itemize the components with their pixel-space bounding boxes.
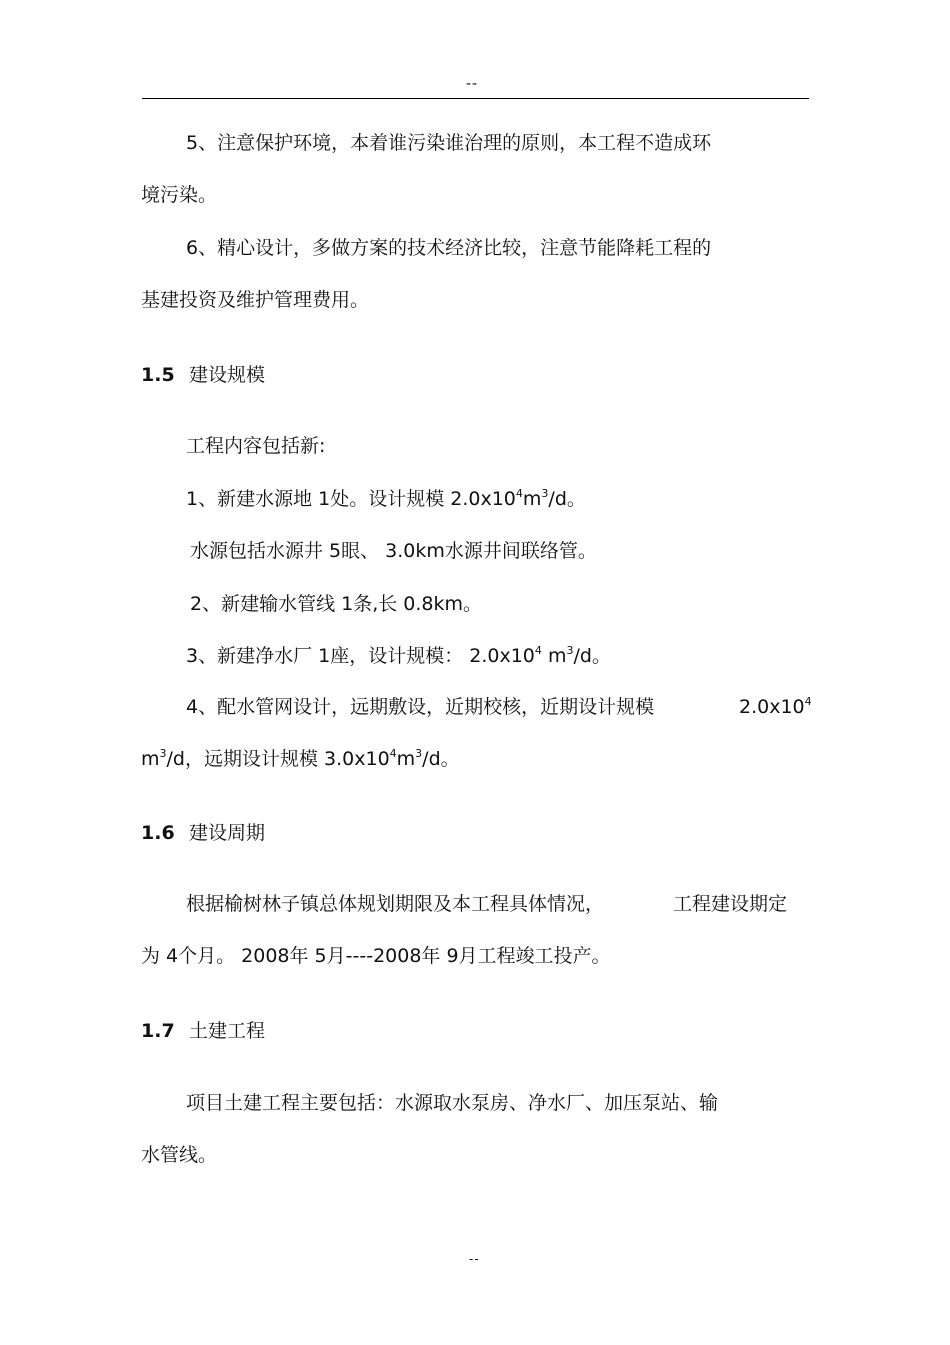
- superscript: 3: [159, 747, 167, 760]
- para6-line2: 基建投资及维护管理费用。: [141, 289, 370, 311]
- scale-item-4-value: [739, 695, 812, 722]
- page-header-mark: --: [466, 76, 479, 92]
- section-title: 建设规模: [189, 364, 266, 386]
- section-title: 土建工程: [189, 1020, 266, 1042]
- section-title: 建设周期: [189, 822, 266, 844]
- period-line1: 根据榆树林子镇总体规划期限及本工程具体情况，: [186, 893, 605, 915]
- text-run: m: [141, 748, 160, 770]
- civil-line2: 水管线。: [141, 1144, 218, 1166]
- superscript: 3: [415, 747, 423, 760]
- section-number: 1.5: [141, 364, 175, 386]
- scale-item-1b: 水源包括水源井 5眼、 3.0km水源井间联络管。: [190, 540, 597, 562]
- civil-line1: 项目土建工程主要包括：水源取水泵房、净水厂、加压泵站、输: [186, 1092, 719, 1114]
- section-heading-1-5: [141, 363, 265, 387]
- text-run: 1、新建水源地 1处。设计规模 2.0x10: [186, 488, 516, 510]
- text-run: /d。: [422, 748, 460, 770]
- page-footer-mark: --: [469, 1252, 480, 1266]
- para5-line2: 境污染。: [141, 184, 218, 206]
- text-run: /d，远期设计规模 3.0x10: [166, 748, 390, 770]
- scale-item-4: 4、配水管网设计，远期敷设，近期校核，近期设计规模: [186, 696, 655, 718]
- text-run: m: [541, 645, 567, 667]
- para6-line1: 6、精心设计，多做方案的技术经济比较，注意节能降耗工程的: [186, 237, 712, 259]
- text-run: 3、新建净水厂 1座，设计规模： 2.0x10: [186, 645, 535, 667]
- section-heading-1-7: [141, 1019, 265, 1043]
- superscript: 4: [515, 487, 523, 500]
- superscript: 3: [566, 644, 574, 657]
- scale-item-4b: [141, 747, 460, 774]
- scale-item-2: 2、新建输水管线 1条,长 0.8km。: [190, 593, 483, 615]
- period-line2: 为 4个月。 2008年 5月----2008年 9月工程竣工投产。: [141, 945, 611, 967]
- scale-item-3: [186, 644, 611, 671]
- superscript: 3: [541, 487, 549, 500]
- para5-line1: 5、注意保护环境，本着谁污染谁治理的原则，本工程不造成环: [186, 132, 712, 154]
- scale-intro: 工程内容包括新:: [186, 435, 326, 457]
- section-number: 1.6: [141, 822, 175, 844]
- scale-item-1: [186, 487, 586, 514]
- superscript: 4: [389, 747, 397, 760]
- text-run: m: [396, 748, 416, 770]
- section-number: 1.7: [141, 1020, 175, 1042]
- text-run: /d。: [548, 488, 586, 510]
- text-run: m: [522, 488, 542, 510]
- period-line1-end: 工程建设期定: [673, 893, 788, 915]
- superscript: 4: [534, 644, 542, 657]
- superscript: 4: [804, 695, 812, 708]
- text-run: 2.0x10: [739, 696, 805, 718]
- section-heading-1-6: [141, 821, 265, 845]
- header-rule: [142, 98, 809, 99]
- text-run: /d。: [573, 645, 611, 667]
